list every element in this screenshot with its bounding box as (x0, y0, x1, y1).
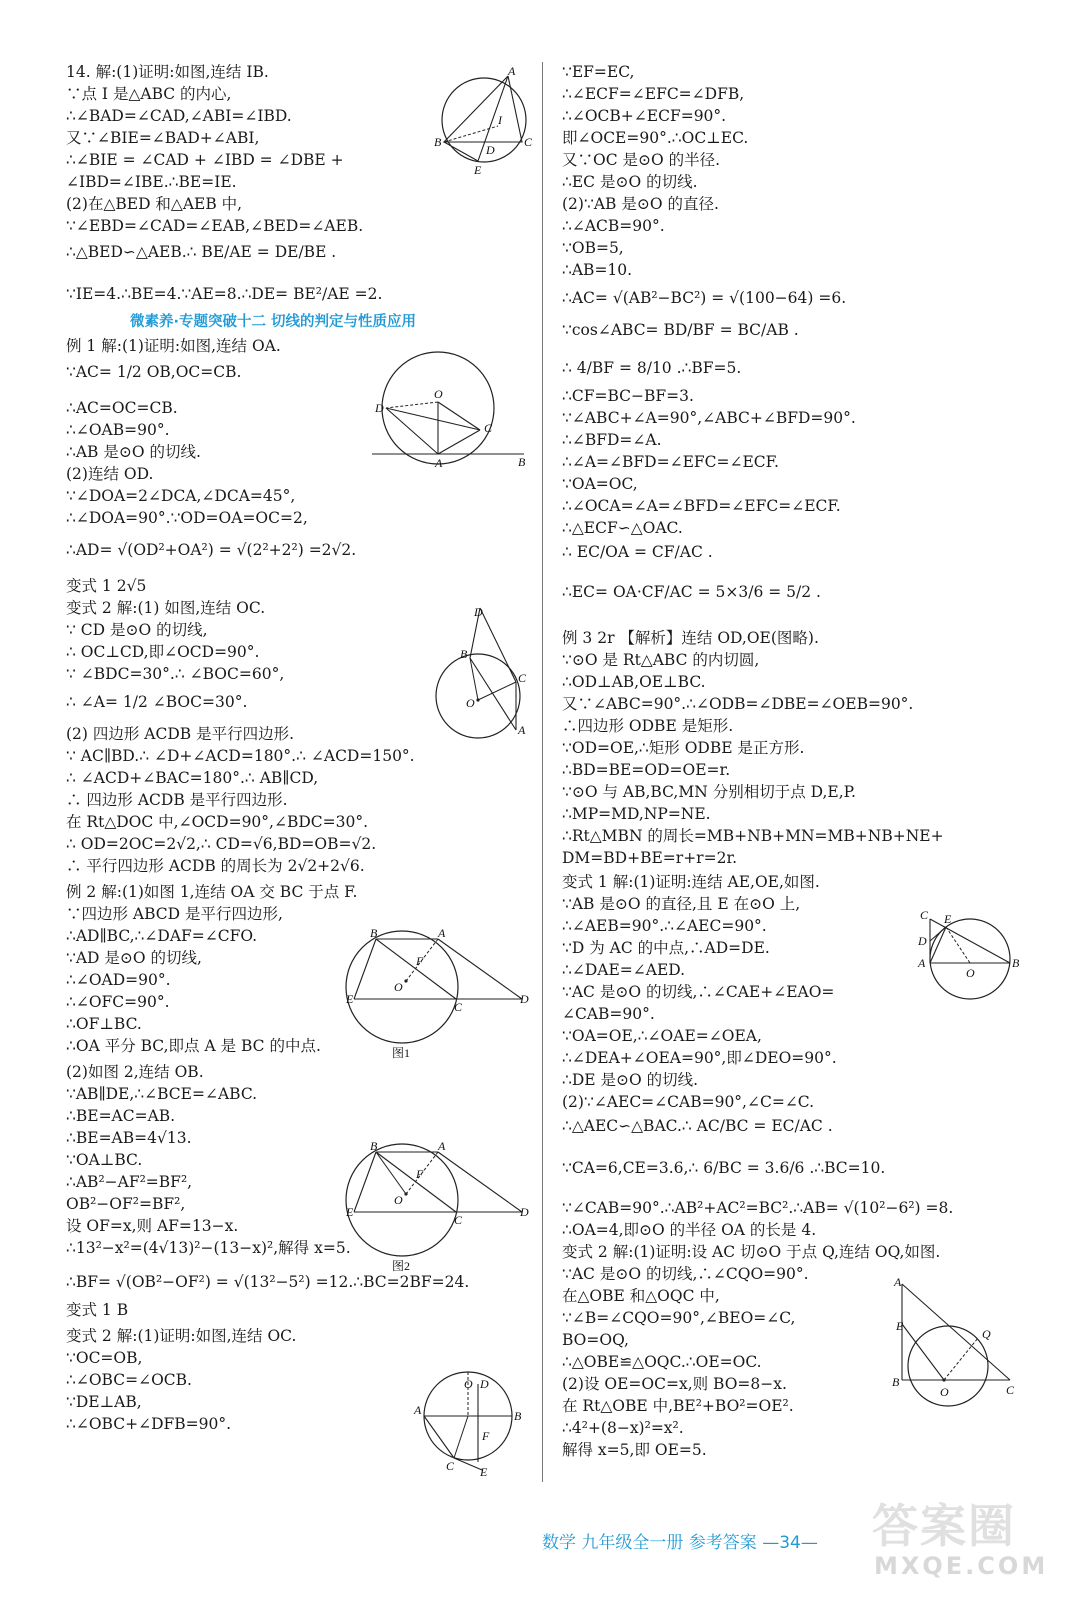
answer-line: ∵∠B=∠CQO=90°,∠BEO=∠C, (562, 1309, 796, 1327)
figure-label: B (892, 1375, 900, 1389)
answer-line: 解得 x=5,即 OE=5. (562, 1441, 707, 1459)
figure-label: F (482, 1429, 490, 1443)
answer-line: ∵∠CAB=90°.∴AB²+AC²=BC².∴AB= √(10²−6²) =8. (562, 1199, 954, 1217)
answer-line: ∵DE⊥AB, (66, 1393, 142, 1411)
figure-label: D (480, 1377, 489, 1391)
figure-label: B (518, 455, 526, 468)
answer-line: ∴ ∠A= 1/2 ∠BOC=30°. (66, 693, 248, 711)
answer-line: ∵⊙O 是 Rt△ABC 的内切圆, (562, 651, 760, 669)
figure-label: D (520, 992, 529, 1006)
answer-line: (2)在△BED 和△AEB 中, (66, 195, 243, 213)
answer-line: ∵AC 是⊙O 的切线,∴∠CQO=90°. (562, 1265, 809, 1283)
figure-label: A (918, 956, 926, 970)
answer-line: ∴∠ECF=∠EFC=∠DFB, (562, 85, 745, 103)
answer-line: (2) 四边形 ACDB 是平行四边形. (66, 725, 295, 743)
figure-label: A (508, 66, 516, 78)
answer-line: ∵D 为 AC 的中点,∴AD=DE. (562, 939, 770, 957)
answer-line: ∵OD=OE,∴矩形 ODBE 是正方形. (562, 739, 805, 757)
answer-line: 例 1 解:(1)证明:如图,连结 OA. (66, 337, 281, 355)
answer-line: ∴MP=MD,NP=NE. (562, 805, 711, 823)
figure-label: E (346, 992, 354, 1006)
answer-line: ∴AB=10. (562, 261, 633, 279)
figure-label: E (346, 1205, 354, 1219)
answer-line: ∴DE 是⊙O 的切线. (562, 1071, 699, 1089)
answer-line: 例 2 解:(1)如图 1,连结 OA 交 BC 于点 F. (66, 883, 358, 901)
figure-label: A (435, 456, 443, 468)
figure-caption: 图1 (392, 1046, 411, 1060)
figure-label: E (896, 1319, 904, 1333)
answer-line: ∴∠BFD=∠A. (562, 431, 662, 449)
answer-line: 变式 2 解:(1)证明:如图,连结 OC. (66, 1327, 297, 1345)
answer-line: ∴ EC/OA = CF/AC . (562, 543, 713, 561)
figure-label: D (375, 401, 384, 415)
answer-line: 例 3 2r 【解析】连结 OD,OE(图略). (562, 629, 819, 647)
answer-line: ∴AD∥BC,∴∠DAF=∠CFO. (66, 927, 258, 945)
column-divider (542, 62, 543, 1482)
answer-line: ∵cos∠ABC= BD/BF = BC/AB . (562, 321, 799, 339)
figure-label: E (480, 1465, 488, 1478)
answer-line: 变式 2 解:(1)证明:设 AC 切⊙O 于点 Q,连结 OQ,如图. (562, 1243, 941, 1261)
watermark-logo-text: 答案圈 (872, 1499, 1016, 1553)
answer-line: ∵ ∠BDC=30°.∴ ∠BOC=60°, (66, 665, 285, 683)
answer-line: ∴∠OCB+∠ECF=90°. (562, 107, 727, 125)
answer-line: BO=OQ, (562, 1331, 629, 1349)
figure-right-variant2 (890, 1278, 1020, 1408)
figure-label: B (434, 135, 442, 149)
answer-line: ∵点 I 是△ABC 的内心, (66, 85, 232, 103)
answer-line: ∴△AEC∽△BAC.∴ AC/BC = EC/AC . (562, 1117, 833, 1135)
answer-line: ∴Rt△MBN 的周长=MB+NB+MN=MB+NB+NE+ (562, 827, 944, 845)
figure-label: B (460, 647, 468, 661)
answer-line: ∠IBD=∠IBE.∴BE=IE. (66, 173, 237, 191)
answer-line: ∴∠OAD=90°. (66, 971, 171, 989)
answer-line: ∴∠OAB=90°. (66, 421, 170, 439)
answer-line: ∵CA=6,CE=3.6,∴ 6/BC = 3.6/6 .∴BC=10. (562, 1159, 886, 1177)
answer-line: ∵四边形 ABCD 是平行四边形, (66, 905, 283, 923)
figure-variant2 (426, 604, 536, 744)
answer-line: 又∵∠BIE=∠BAD+∠ABI, (66, 129, 260, 147)
answer-line: ∴△OBE≌△OQC.∴OE=OC. (562, 1353, 762, 1371)
figure-label: C (446, 1459, 455, 1473)
answer-line: ∴AB 是⊙O 的切线. (66, 443, 201, 461)
watermark-url: MXQE.COM (874, 1552, 1049, 1580)
figure-label: I (498, 113, 502, 127)
answer-line: (2)∵AB 是⊙O 的直径. (562, 195, 719, 213)
answer-line: ∴∠OBC=∠OCB. (66, 1371, 192, 1389)
figure-label: A (438, 1139, 446, 1153)
answer-line: ∵ AC∥BD.∴ ∠D+∠ACD=180°.∴ ∠ACD=150°. (66, 747, 415, 765)
watermark (868, 1490, 1048, 1590)
answer-line: (2)∵∠AEC=∠CAB=90°,∠C=∠C. (562, 1093, 815, 1111)
answer-line: 在 Rt△OBE 中,BE²+BO²=OE². (562, 1397, 794, 1415)
answer-line: ∵IE=4.∴BE=4.∵AE=8.∴DE= BE²/AE =2. (66, 285, 383, 303)
figure-label: E (944, 912, 952, 926)
answer-line: ∵∠DOA=2∠DCA,∠DCA=45°, (66, 487, 296, 505)
figure-label: C (1006, 1383, 1015, 1397)
answer-line: ∵OA=OC, (562, 475, 638, 493)
answer-line: ∴13²−x²=(4√13)²−(13−x)²,解得 x=5. (66, 1239, 351, 1257)
answer-line: ∴EC 是⊙O 的切线. (562, 173, 698, 191)
figure-label: C (454, 1000, 463, 1014)
answer-line: OB²−OF²=BF², (66, 1195, 186, 1213)
figure-label: D (486, 143, 495, 157)
answer-line: ∵AD 是⊙O 的切线, (66, 949, 202, 967)
answer-line: (2)设 OE=OC=x,则 BO=8−x. (562, 1375, 787, 1393)
answer-line: ∵∠EBD=∠CAD=∠EAB,∠BED=∠AEB. (66, 217, 364, 235)
answer-line: ∴∠A=∠BFD=∠EFC=∠ECF. (562, 453, 779, 471)
answer-line: ∴CF=BC−BF=3. (562, 387, 694, 405)
figure-variant2b (410, 1366, 530, 1478)
answer-line: ∴△BED∽△AEB.∴ BE/AE = DE/BE . (66, 243, 337, 261)
figure-q14 (432, 66, 542, 176)
answer-line: ∵AB∥DE,∴∠BCE=∠ABC. (66, 1085, 258, 1103)
figure-label: Q (982, 1327, 991, 1341)
answer-line: ∴△ECF∽△OAC. (562, 519, 683, 537)
figure-label: O (434, 387, 443, 401)
figure-label: A (518, 723, 526, 737)
figure-example1 (372, 350, 532, 468)
figure-label: O (394, 1193, 403, 1207)
answer-line: ∵OC=OB, (66, 1349, 143, 1367)
answer-line: 14. 解:(1)证明:如图,连结 IB. (66, 63, 269, 81)
figure-label: F (416, 954, 424, 968)
answer-line: 在△OBE 和△OQC 中, (562, 1287, 720, 1305)
figure-caption: 图2 (392, 1259, 411, 1273)
answer-line: 设 OF=x,则 AF=13−x. (66, 1217, 239, 1235)
answer-line: ∴OF⊥BC. (66, 1015, 142, 1033)
answer-line: ∴OA=4,即⊙O 的半径 OA 的长是 4. (562, 1221, 817, 1239)
answer-line: ∴∠AEB=90°.∴∠AEC=90°. (562, 917, 767, 935)
answer-line: ∴OA 平分 BC,即点 A 是 BC 的中点. (66, 1037, 321, 1055)
figure-label: D (474, 605, 483, 619)
answer-line: 在 Rt△DOC 中,∠OCD=90°,∠BDC=30°. (66, 813, 369, 831)
answer-line: ∴∠OCA=∠A=∠BFD=∠EFC=∠ECF. (562, 497, 841, 515)
figure-label: C (484, 421, 493, 435)
answer-line: (2)连结 OD. (66, 465, 154, 483)
figure-label: O (940, 1385, 949, 1399)
figure-label: C (524, 135, 533, 149)
answer-line: ∴AB²−AF²=BF², (66, 1173, 193, 1191)
figure-label: D (918, 934, 927, 948)
answer-line: ∴EC= OA·CF/AC = 5×3/6 = 5/2 . (562, 583, 821, 601)
answer-line: ∴∠OBC+∠DFB=90°. (66, 1415, 232, 1433)
figure-label: B (1012, 956, 1020, 970)
figure-label: A (414, 1403, 422, 1417)
figure-label: A (438, 926, 446, 940)
figure-label: D (520, 1205, 529, 1219)
answer-line: ∴∠DEA+∠OEA=90°,即∠DEO=90°. (562, 1049, 837, 1067)
answer-line: ∴四边形 ODBE 是矩形. (562, 717, 734, 735)
figure-label: C (518, 671, 527, 685)
figure-label: C (454, 1213, 463, 1227)
figure-label: O (966, 966, 975, 980)
answer-line: 即∠OCE=90°.∴OC⊥EC. (562, 129, 749, 147)
figure-label: B (370, 926, 378, 940)
section-heading: 微素养·专题突破十二 切线的判定与性质应用 (130, 314, 417, 330)
answer-line: ∴∠DAE=∠AED. (562, 961, 686, 979)
answer-line: (2)如图 2,连结 OB. (66, 1063, 204, 1081)
figure-label: O (466, 696, 475, 710)
figure-label: B (514, 1409, 522, 1423)
figure-label: B (370, 1139, 378, 1153)
answer-line: DM=BD+BE=r+r=2r. (562, 849, 738, 867)
figure-label: O (464, 1377, 473, 1391)
answer-line: ∴4²+(8−x)²=x². (562, 1419, 684, 1437)
answer-line: ∴ 4/BF = 8/10 .∴BF=5. (562, 359, 742, 377)
answer-line: 变式 2 解:(1) 如图,连结 OC. (66, 599, 266, 617)
answer-line: ∵EF=EC, (562, 63, 635, 81)
answer-line: ∴∠BAD=∠CAD,∠ABI=∠IBD. (66, 107, 292, 125)
answer-line: ∴ OD=2OC=2√2,∴ CD=√6,BD=OB=√2. (66, 835, 377, 853)
answer-line: 又∵∠ABC=90°.∴∠ODB=∠DBE=∠OEB=90°. (562, 695, 914, 713)
answer-line: 变式 1 解:(1)证明:连结 AE,OE,如图. (562, 873, 820, 891)
answer-line: ∵OA⊥BC. (66, 1151, 143, 1169)
answer-line: ∴BF= √(OB²−OF²) = √(13²−5²) =12.∴BC=2BF=24. (66, 1273, 470, 1291)
answer-line: ∴BD=BE=OD=OE=r. (562, 761, 731, 779)
answer-line: ∵∠ABC+∠A=90°,∠ABC+∠BFD=90°. (562, 409, 856, 427)
answer-line: ∵OA=OE,∴∠OAE=∠OEA, (562, 1027, 762, 1045)
answer-line: ∴∠OFC=90°. (66, 993, 170, 1011)
answer-line: ∴BE=AB=4√13. (66, 1129, 192, 1147)
answer-line: ∵AB 是⊙O 的直径,且 E 在⊙O 上, (562, 895, 801, 913)
figure-right-variant1 (912, 905, 1022, 1005)
answer-line: ∵OB=5, (562, 239, 624, 257)
answer-line: ∵AC= 1/2 OB,OC=CB. (66, 363, 242, 381)
answer-line: ∴OD⊥AB,OE⊥BC. (562, 673, 706, 691)
figure-label: F (416, 1167, 424, 1181)
answer-line: ∵⊙O 与 AB,BC,MN 分别相切于点 D,E,P. (562, 783, 856, 801)
answer-line: ∴ 平行四边形 ACDB 的周长为 2√2+2√6. (66, 857, 365, 875)
answer-line: 又∵OC 是⊙O 的半径. (562, 151, 721, 169)
answer-line: ∴BE=AC=AB. (66, 1107, 176, 1125)
answer-line: ∴ 四边形 ACDB 是平行四边形. (66, 791, 288, 809)
answer-line: ∠CAB=90°. (562, 1005, 655, 1023)
answer-line: ∴∠BIE = ∠CAD + ∠IBD = ∠DBE + (66, 151, 344, 169)
answer-line: ∴∠DOA=90°.∵OD=OA=OC=2, (66, 509, 308, 527)
answer-line: ∴AC=OC=CB. (66, 399, 178, 417)
figure-label: E (474, 163, 482, 176)
answer-line: 变式 1 B (66, 1301, 129, 1319)
answer-line: ∵AC 是⊙O 的切线,∴∠CAE+∠EAO= (562, 983, 835, 1001)
answer-line: ∴ OC⊥CD,即∠OCD=90°. (66, 643, 260, 661)
figure-label: C (920, 908, 929, 922)
figure-label: O (394, 980, 403, 994)
answer-line: ∵ CD 是⊙O 的切线, (66, 621, 208, 639)
figure-label: A (894, 1278, 902, 1289)
page-footer: 数学 九年级全一册 参考答案 —34— (542, 1533, 818, 1553)
answer-line: 变式 1 2√5 (66, 577, 147, 595)
answer-line: ∴AC= √(AB²−BC²) = √(100−64) =6. (562, 289, 847, 307)
figure-example2-fig2 (340, 1138, 530, 1278)
answer-line: ∴AD= √(OD²+OA²) = √(2²+2²) =2√2. (66, 541, 357, 559)
answer-line: ∴ ∠ACD+∠BAC=180°.∴ AB∥CD, (66, 769, 319, 787)
answer-line: ∴∠ACB=90°. (562, 217, 665, 235)
figure-example2-fig1 (340, 925, 530, 1065)
